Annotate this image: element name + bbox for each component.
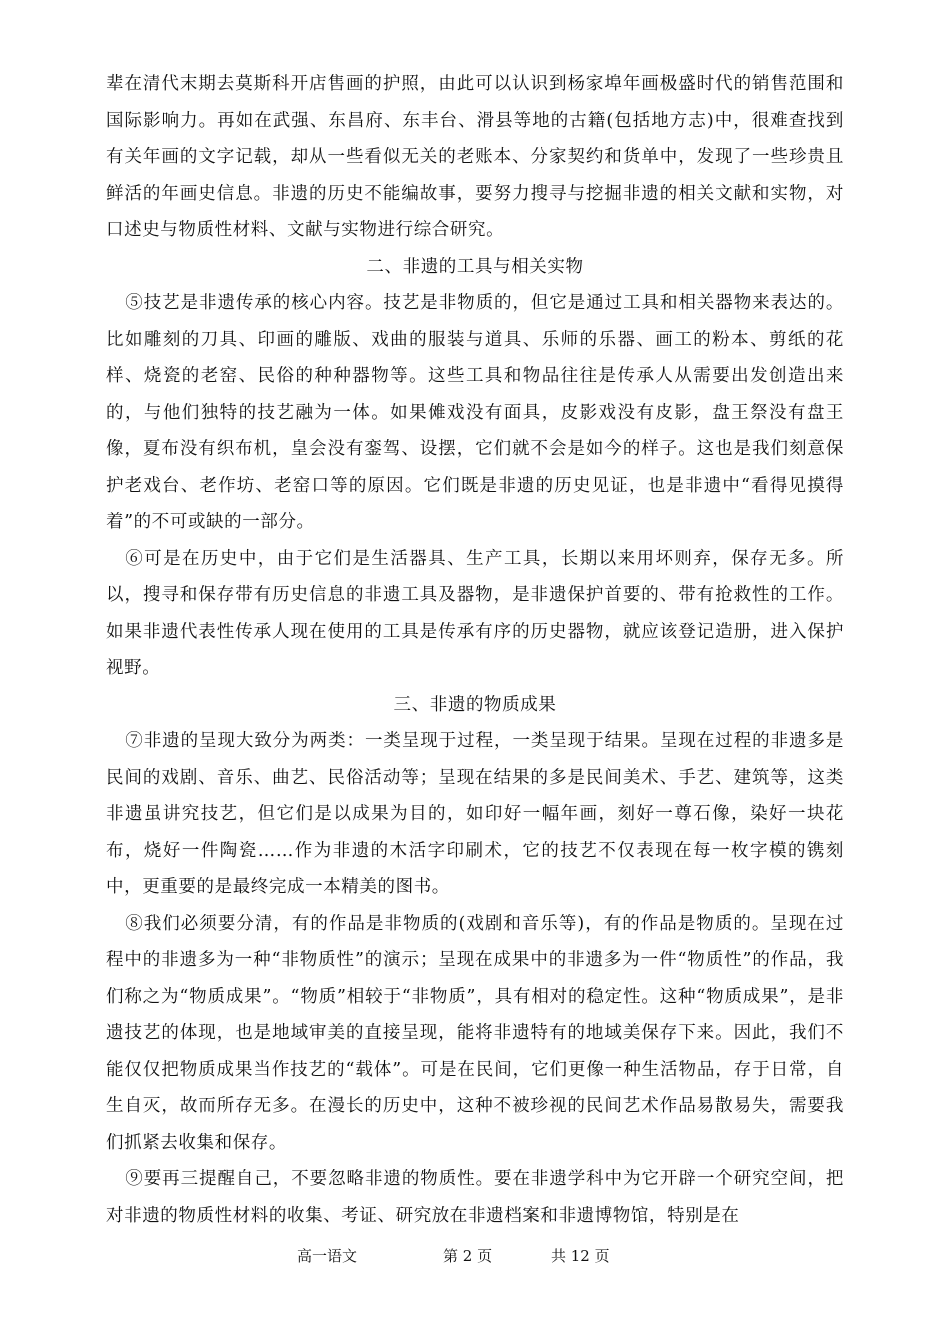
paragraph-6: ⑥可是在历史中，由于它们是生活器具、生产工具，长期以来用坏则弃，保存无多。所以，搜寻和保存带有历史信息的非遗工具及器物，是非遗保护首要的、带有抢救性的工作。如果非遗代表性传承人现在使用的工具是传承有序的历史器物，就应该登记造册，进入保护视野。	[106, 548, 844, 678]
paragraph-continued: 辈在清代末期去莫斯科开店售画的护照，由此可以认识到杨家埠年画极盛时代的销售范围和国际影响力。再如在武强、东昌府、东丰台、滑县等地的古籍(包括地方志)中，很难查找到有关年画的文字记载，却从一些看似无关的老账本、分家契约和货单中，发现了一些珍贵且鲜活的年画史信息。非遗的历史不能编故事，要努力搜寻与挖掘非遗的相关文献和实物，对口述史与物质性材料、文献与实物进行综合研究。	[106, 74, 844, 240]
paragraph-5: ⑤技艺是非遗传承的核心内容。技艺是非物质的，但它是通过工具和相关器物来表达的。比如雕刻的刀具、印画的雕版、戏曲的服装与道具、乐师的乐器、画工的粉本、剪纸的花样、烧瓷的老窑、民俗的种种器物等。这些工具和物品往往是传承人从需要出发创造出来的，与他们独特的技艺融为一体。如果傩戏没有面具，皮影戏没有皮影，盘王祭没有盘王像，夏布没有织布机，皇会没有銮驾、设摆，它们就不会是如今的样子。这也是我们刻意保护老戏台、老作坊、老窑口等的原因。它们既是非遗的历史见证，也是非遗中“看得见摸得着”的不可或缺的一部分。	[106, 293, 844, 532]
section-heading-tools: 二、非遗的工具与相关实物	[366, 256, 584, 277]
paragraph-7: ⑦非遗的呈现大致分为两类：一类呈现于过程，一类呈现于结果。呈现在过程的非遗多是民间的戏剧、音乐、曲艺、民俗活动等；呈现在结果的多是民间美术、手艺、建筑等，这类非遗虽讲究技艺，但它们是以成果为目的，如印好一幅年画，刻好一尊石像，染好一块花布，烧好一件陶瓷……作为非遗的木活字印刷术，它的技艺不仅表现在每一枚字模的镌刻中，更重要的是最终完成一本精美的图书。	[106, 731, 844, 897]
footer-subject: 高一语文	[297, 1247, 358, 1265]
paragraph-8: ⑧我们必须要分清，有的作品是非物质的(戏剧和音乐等)，有的作品是物质的。呈现在过程中的非遗多为一种“非物质性”的演示；呈现在成果中的非遗多为一件“物质性”的作品，我们称之为“物质成果”。“物质”相较于“非物质”，具有相对的稳定性。这种“物质成果”，是非遗技艺的体现，也是地域审美的直接呈现，能将非遗特有的地域美保存下来。因此，我们不能仅仅把物质成果当作技艺的“载体”。可是在民间，它们更像一种生活物品，存于日常，自生自灭，故而所存无多。在漫长的历史中，这种不被珍视的民间艺术作品易散易失，需要我们抓紧去收集和保存。	[106, 913, 844, 1153]
paragraph-9: ⑨要再三提醒自己，不要忽略非遗的物质性。要在非遗学科中为它开辟一个研究空间，把对非遗的物质性材料的收集、考证、研究放在非遗档案和非遗博物馆，特别是在	[106, 1169, 844, 1226]
article-body	[106, 0, 844, 1234]
document-page	[106, 0, 844, 1234]
footer-page-number: 第 2 页	[443, 1247, 493, 1265]
footer-total-pages: 共 12 页	[551, 1247, 610, 1265]
section-heading-material-results: 三、非遗的物质成果	[393, 694, 557, 715]
